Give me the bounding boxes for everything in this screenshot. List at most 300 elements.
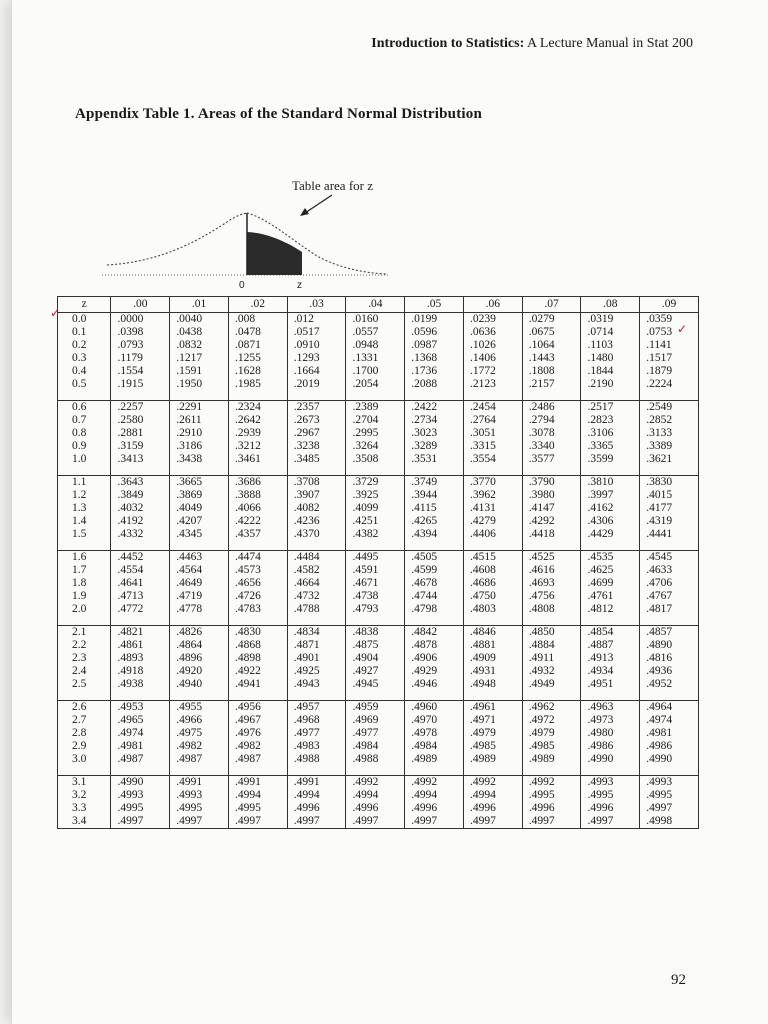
area-cell: .2019 [287, 378, 346, 391]
area-cell: .4803 [463, 603, 522, 616]
area-cell: .4981 [111, 740, 170, 753]
column-header: .06 [463, 297, 522, 313]
table-row [58, 378, 699, 391]
z-value-cell: 0.7 [58, 414, 111, 427]
area-cell: .3186 [170, 440, 229, 453]
area-cell: .4952 [640, 678, 699, 691]
table-row [58, 502, 699, 515]
table-row [58, 740, 699, 753]
table-row [58, 590, 699, 603]
spacer-cell [346, 766, 405, 776]
area-cell: .4953 [111, 701, 170, 715]
area-cell: .4969 [346, 714, 405, 727]
area-cell: .1517 [640, 352, 699, 365]
red-annotation-mark: ✓ [50, 306, 61, 320]
area-cell: .1772 [463, 365, 522, 378]
z-value-cell: 0.0 [58, 313, 111, 327]
area-cell: .4984 [346, 740, 405, 753]
area-cell: .2939 [228, 427, 287, 440]
area-cell: .4656 [228, 577, 287, 590]
area-cell: .1443 [522, 352, 581, 365]
area-cell: .3212 [228, 440, 287, 453]
area-cell: .4429 [581, 528, 640, 541]
spacer-cell [228, 691, 287, 701]
table-row [58, 564, 699, 577]
area-cell: .4545 [640, 551, 699, 565]
area-cell: .4382 [346, 528, 405, 541]
table-row [58, 365, 699, 378]
area-cell: .0753 [640, 326, 699, 339]
spacer-cell [581, 766, 640, 776]
area-cell: .4986 [581, 740, 640, 753]
area-cell: .1064 [522, 339, 581, 352]
spacer-cell [170, 541, 229, 551]
area-cell: .4812 [581, 603, 640, 616]
column-header: .02 [228, 297, 287, 313]
area-cell: .2704 [346, 414, 405, 427]
area-cell: .4995 [581, 789, 640, 802]
area-cell: .4931 [463, 665, 522, 678]
area-cell: .2291 [170, 401, 229, 415]
area-cell: .2157 [522, 378, 581, 391]
spacer-cell [581, 391, 640, 401]
area-cell: .0438 [170, 326, 229, 339]
figure-label: Table area for z [292, 178, 374, 193]
area-cell: .1628 [228, 365, 287, 378]
area-cell: .1103 [581, 339, 640, 352]
z-value-cell: 0.1 [58, 326, 111, 339]
area-cell: .4292 [522, 515, 581, 528]
area-cell: .4896 [170, 652, 229, 665]
area-cell: .4976 [228, 727, 287, 740]
normal-curve-diagram [97, 170, 397, 300]
spacer-cell [170, 466, 229, 476]
spacer-cell [581, 541, 640, 551]
area-cell: .2517 [581, 401, 640, 415]
area-cell: .4957 [287, 701, 346, 715]
spacer-cell [640, 466, 699, 476]
area-cell: .4978 [405, 727, 464, 740]
area-cell: .4995 [522, 789, 581, 802]
column-header: .08 [581, 297, 640, 313]
area-cell: .4699 [581, 577, 640, 590]
area-cell: .4474 [228, 551, 287, 565]
area-cell: .4808 [522, 603, 581, 616]
normal-table-container [57, 296, 699, 829]
area-cell: .4945 [346, 678, 405, 691]
z-value-cell: 2.3 [58, 652, 111, 665]
table-row [58, 701, 699, 715]
table-row [58, 652, 699, 665]
z-value-cell: 1.4 [58, 515, 111, 528]
header-book-title: Introduction to Statistics: [371, 36, 525, 51]
area-cell: .4993 [170, 789, 229, 802]
z-value-cell: 3.1 [58, 776, 111, 790]
spacer-cell [581, 466, 640, 476]
area-cell: .4821 [111, 626, 170, 640]
area-cell: .4706 [640, 577, 699, 590]
area-cell: .2454 [463, 401, 522, 415]
z-value-cell: 0.5 [58, 378, 111, 391]
area-cell: .4994 [287, 789, 346, 802]
area-cell: .4940 [170, 678, 229, 691]
area-cell: .4966 [170, 714, 229, 727]
area-cell: .1141 [640, 339, 699, 352]
spacer-cell [287, 541, 346, 551]
spacer-cell [58, 691, 111, 701]
spacer-cell [228, 466, 287, 476]
area-cell: .2642 [228, 414, 287, 427]
area-cell: .4582 [287, 564, 346, 577]
area-cell: .4984 [405, 740, 464, 753]
area-cell: .4977 [287, 727, 346, 740]
spacer-cell [522, 541, 581, 551]
area-cell: .0160 [346, 313, 405, 327]
area-cell: .4452 [111, 551, 170, 565]
area-cell: .4987 [170, 753, 229, 766]
table-row [58, 551, 699, 565]
area-cell: .3729 [346, 476, 405, 490]
area-cell: .3389 [640, 440, 699, 453]
area-cell: .4750 [463, 590, 522, 603]
area-cell: .4951 [581, 678, 640, 691]
spacer-cell [346, 691, 405, 701]
area-cell: .4918 [111, 665, 170, 678]
column-header: .07 [522, 297, 581, 313]
area-cell: .3997 [581, 489, 640, 502]
area-cell: .4875 [346, 639, 405, 652]
group-spacer [58, 541, 699, 551]
area-cell: .4996 [522, 802, 581, 815]
area-cell: .1664 [287, 365, 346, 378]
area-cell: .4997 [405, 815, 464, 829]
area-cell: .1480 [581, 352, 640, 365]
area-cell: .4608 [463, 564, 522, 577]
table-row [58, 453, 699, 466]
area-cell: .4015 [640, 489, 699, 502]
area-cell: .2881 [111, 427, 170, 440]
area-cell: .4979 [522, 727, 581, 740]
area-cell: .4131 [463, 502, 522, 515]
spacer-cell [170, 691, 229, 701]
spacer-cell [640, 766, 699, 776]
spacer-cell [463, 691, 522, 701]
area-cell: .4693 [522, 577, 581, 590]
area-cell: .3508 [346, 453, 405, 466]
area-cell: .3554 [463, 453, 522, 466]
table-row [58, 802, 699, 815]
area-cell: .4989 [522, 753, 581, 766]
area-cell: .0948 [346, 339, 405, 352]
area-cell: .3869 [170, 489, 229, 502]
area-cell: .2054 [346, 378, 405, 391]
curve-left [107, 213, 247, 265]
area-cell: .2995 [346, 427, 405, 440]
area-cell: .4744 [405, 590, 464, 603]
area-cell: .3133 [640, 427, 699, 440]
table-row [58, 515, 699, 528]
area-cell: .4535 [581, 551, 640, 565]
area-cell: .4995 [111, 802, 170, 815]
spacer-cell [111, 466, 170, 476]
column-header: .04 [346, 297, 405, 313]
shaded-area [247, 232, 302, 275]
area-cell: .1736 [405, 365, 464, 378]
area-cell: .4975 [170, 727, 229, 740]
area-cell: .0239 [463, 313, 522, 327]
area-cell: .3907 [287, 489, 346, 502]
area-cell: .4946 [405, 678, 464, 691]
area-cell: .0987 [405, 339, 464, 352]
area-cell: .4962 [522, 701, 581, 715]
area-cell: .3078 [522, 427, 581, 440]
area-cell: .4961 [463, 701, 522, 715]
area-cell: .4938 [111, 678, 170, 691]
area-cell: .1915 [111, 378, 170, 391]
area-cell: .4115 [405, 502, 464, 515]
area-cell: .2734 [405, 414, 464, 427]
area-cell: .4988 [346, 753, 405, 766]
area-cell: .1554 [111, 365, 170, 378]
spacer-cell [405, 766, 464, 776]
z-value-cell: 3.2 [58, 789, 111, 802]
area-cell: .4997 [228, 815, 287, 829]
area-cell: .2389 [346, 401, 405, 415]
area-cell: .4992 [405, 776, 464, 790]
area-cell: .4986 [640, 740, 699, 753]
area-cell: .4319 [640, 515, 699, 528]
area-cell: .4332 [111, 528, 170, 541]
spacer-cell [346, 466, 405, 476]
area-cell: .0359 [640, 313, 699, 327]
z-value-cell: 2.8 [58, 727, 111, 740]
arrow-head [300, 208, 309, 216]
spacer-cell [111, 541, 170, 551]
area-cell: .2823 [581, 414, 640, 427]
area-cell: .4306 [581, 515, 640, 528]
area-cell: .1700 [346, 365, 405, 378]
group-spacer [58, 691, 699, 701]
area-cell: .4929 [405, 665, 464, 678]
area-cell: .4207 [170, 515, 229, 528]
area-cell: .2794 [522, 414, 581, 427]
area-cell: .4955 [170, 701, 229, 715]
table-row [58, 727, 699, 740]
area-cell: .4066 [228, 502, 287, 515]
page-title: Appendix Table 1. Areas of the Standard Normal Distribution [75, 106, 482, 122]
area-cell: .4664 [287, 577, 346, 590]
area-cell: .4997 [522, 815, 581, 829]
area-cell: .0714 [581, 326, 640, 339]
area-cell: .3962 [463, 489, 522, 502]
area-cell: .4995 [170, 802, 229, 815]
spacer-cell [405, 691, 464, 701]
column-header: .01 [170, 297, 229, 313]
area-cell: .4936 [640, 665, 699, 678]
area-cell: .4963 [581, 701, 640, 715]
area-cell: .4994 [346, 789, 405, 802]
spacer-cell [111, 391, 170, 401]
area-cell: .4772 [111, 603, 170, 616]
z-value-cell: 0.6 [58, 401, 111, 415]
area-cell: .4993 [581, 776, 640, 790]
area-cell: .4974 [640, 714, 699, 727]
area-cell: .4826 [170, 626, 229, 640]
area-cell: .4980 [581, 727, 640, 740]
area-cell: .1368 [405, 352, 464, 365]
spacer-cell [640, 541, 699, 551]
area-cell: .3315 [463, 440, 522, 453]
area-cell: .4032 [111, 502, 170, 515]
area-cell: .0319 [581, 313, 640, 327]
area-cell: .4394 [405, 528, 464, 541]
z-value-cell: 0.9 [58, 440, 111, 453]
area-cell: .4996 [287, 802, 346, 815]
area-cell: .3531 [405, 453, 464, 466]
table-row [58, 815, 699, 829]
area-cell: .4973 [581, 714, 640, 727]
z-value-cell: 3.3 [58, 802, 111, 815]
z-value-cell: 3.0 [58, 753, 111, 766]
area-cell: .4996 [581, 802, 640, 815]
spacer-cell [640, 391, 699, 401]
area-cell: .4990 [111, 776, 170, 790]
area-cell: .0596 [405, 326, 464, 339]
area-cell: .4992 [463, 776, 522, 790]
z-value-cell: 1.5 [58, 528, 111, 541]
area-cell: .4989 [463, 753, 522, 766]
area-cell: .4901 [287, 652, 346, 665]
spacer-cell [346, 616, 405, 626]
area-cell: .4641 [111, 577, 170, 590]
area-cell: .1950 [170, 378, 229, 391]
area-cell: .4960 [405, 701, 464, 715]
z-value-cell: 1.1 [58, 476, 111, 490]
area-cell: .4850 [522, 626, 581, 640]
group-spacer [58, 391, 699, 401]
area-cell: .4564 [170, 564, 229, 577]
spacer-cell [228, 541, 287, 551]
area-cell: .4949 [522, 678, 581, 691]
z-value-cell: 1.6 [58, 551, 111, 565]
spacer-cell [522, 616, 581, 626]
area-cell: .1879 [640, 365, 699, 378]
area-cell: .3790 [522, 476, 581, 490]
area-cell: .4783 [228, 603, 287, 616]
area-cell: .4887 [581, 639, 640, 652]
area-cell: .4846 [463, 626, 522, 640]
area-cell: .3749 [405, 476, 464, 490]
area-cell: .4911 [522, 652, 581, 665]
area-cell: .1026 [463, 339, 522, 352]
area-cell: .1591 [170, 365, 229, 378]
area-cell: .4554 [111, 564, 170, 577]
table-row [58, 528, 699, 541]
table-row [58, 313, 699, 327]
area-cell: .4147 [522, 502, 581, 515]
area-cell: .3888 [228, 489, 287, 502]
table-row [58, 639, 699, 652]
area-cell: .2910 [170, 427, 229, 440]
area-cell: .3413 [111, 453, 170, 466]
area-cell: .0832 [170, 339, 229, 352]
spacer-cell [581, 691, 640, 701]
area-cell: .3289 [405, 440, 464, 453]
area-cell: .1217 [170, 352, 229, 365]
area-cell: .4974 [111, 727, 170, 740]
table-row [58, 427, 699, 440]
header-subtitle: A Lecture Manual in Stat 200 [524, 36, 693, 51]
spacer-cell [170, 766, 229, 776]
area-cell: .4991 [170, 776, 229, 790]
area-cell: .3106 [581, 427, 640, 440]
spacer-cell [463, 466, 522, 476]
area-cell: .3051 [463, 427, 522, 440]
area-cell: .4767 [640, 590, 699, 603]
area-cell: .3686 [228, 476, 287, 490]
area-cell: .4625 [581, 564, 640, 577]
table-row [58, 626, 699, 640]
area-cell: .4968 [287, 714, 346, 727]
area-cell: .4992 [346, 776, 405, 790]
area-cell: .4871 [287, 639, 346, 652]
area-cell: .4991 [228, 776, 287, 790]
area-cell: .4996 [405, 802, 464, 815]
area-cell: .4671 [346, 577, 405, 590]
area-cell: .4997 [170, 815, 229, 829]
area-cell: .4265 [405, 515, 464, 528]
table-row [58, 678, 699, 691]
spacer-cell [405, 541, 464, 551]
area-cell: .4678 [405, 577, 464, 590]
spacer-cell [58, 391, 111, 401]
area-cell: .3599 [581, 453, 640, 466]
area-cell: .1406 [463, 352, 522, 365]
area-cell: .4463 [170, 551, 229, 565]
area-cell: .4982 [228, 740, 287, 753]
area-cell: .4505 [405, 551, 464, 565]
area-cell: .4798 [405, 603, 464, 616]
z-value-cell: 2.9 [58, 740, 111, 753]
table-row [58, 665, 699, 678]
area-cell: .2549 [640, 401, 699, 415]
area-cell: .0517 [287, 326, 346, 339]
area-cell: .4997 [346, 815, 405, 829]
area-cell: .4884 [522, 639, 581, 652]
area-cell: .4995 [640, 789, 699, 802]
area-cell: .2357 [287, 401, 346, 415]
area-cell: .4970 [405, 714, 464, 727]
area-cell: .4864 [170, 639, 229, 652]
area-cell: .0557 [346, 326, 405, 339]
z-value-cell: 2.5 [58, 678, 111, 691]
area-cell: .4906 [405, 652, 464, 665]
area-cell: .4927 [346, 665, 405, 678]
area-cell: .4838 [346, 626, 405, 640]
table-row [58, 489, 699, 502]
area-cell: .2673 [287, 414, 346, 427]
z-value-cell: 2.7 [58, 714, 111, 727]
area-cell: .4965 [111, 714, 170, 727]
area-cell: .3708 [287, 476, 346, 490]
table-row [58, 776, 699, 790]
area-cell: .4994 [228, 789, 287, 802]
area-cell: .3438 [170, 453, 229, 466]
area-cell: .3830 [640, 476, 699, 490]
area-cell: .4525 [522, 551, 581, 565]
area-cell: .4994 [405, 789, 464, 802]
area-cell: .4988 [287, 753, 346, 766]
